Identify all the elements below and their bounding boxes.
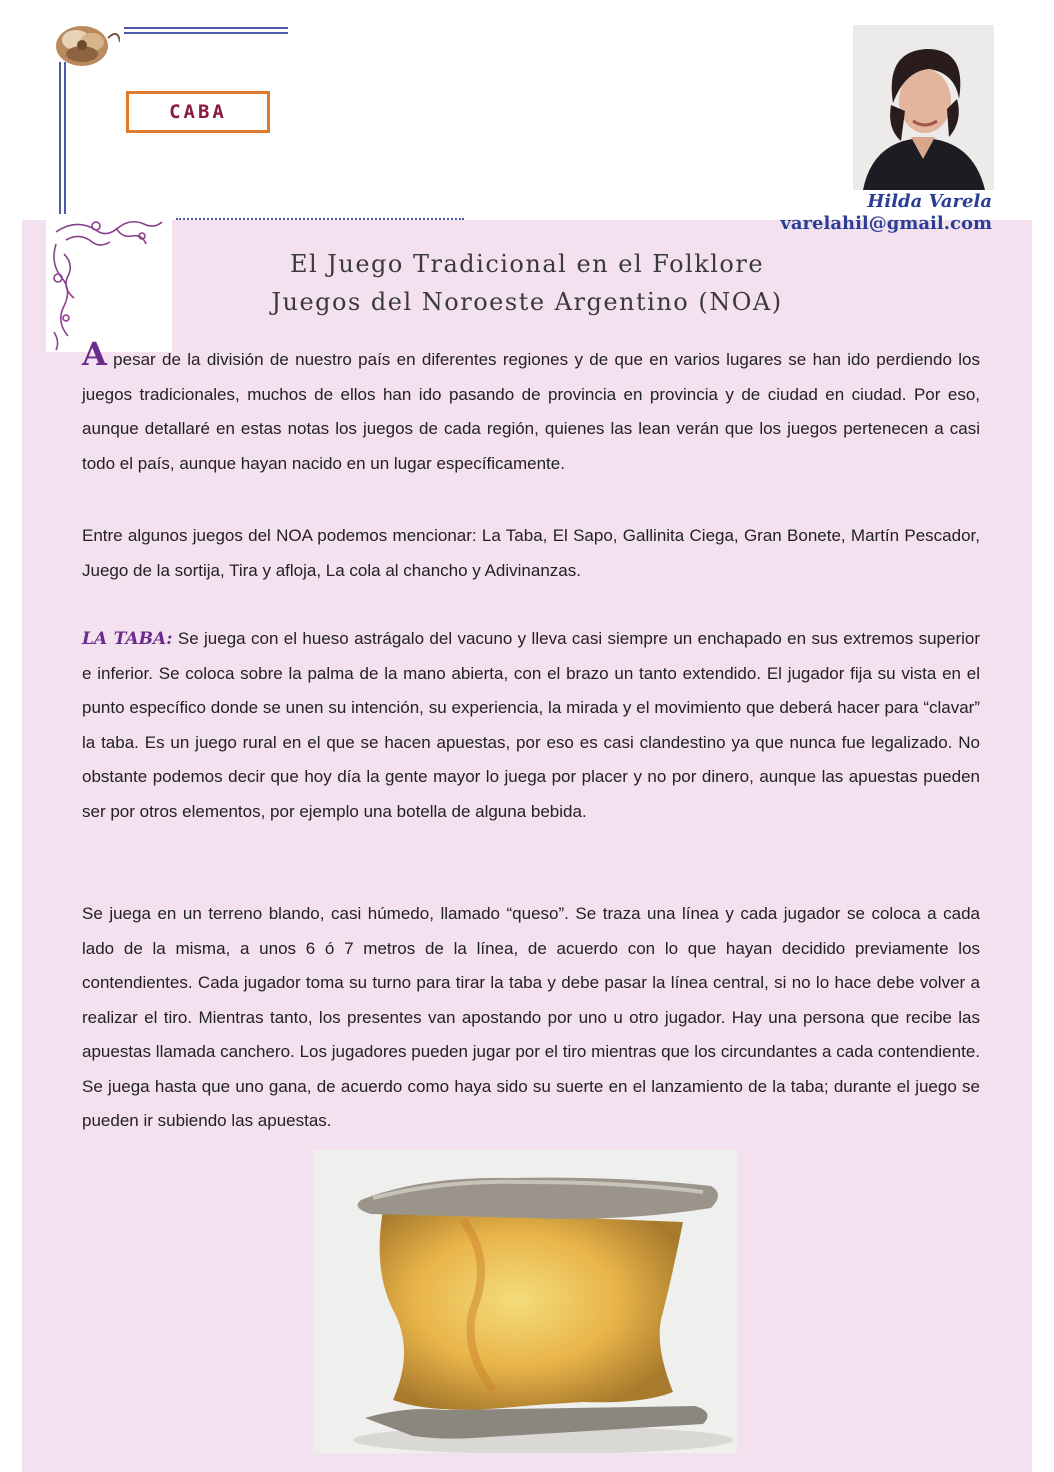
frame-rule-left-2	[64, 62, 66, 222]
corner-ornament	[46, 214, 172, 352]
section-label: CABA	[169, 101, 227, 123]
paragraph-intro-text: pesar de la división de nuestro país en diferentes regiones y de que en varios lugares se han ido perdiendo los juegos tradicionales, muchos de ellos han ido pasando de provincia en provincia y de ciudad en ciudad. Por eso, aunque detallaré en estas notas los juegos de cada región, quienes las lean verán que los juegos pertenecen a casi todo el país, aunque hayan nacido en un lugar específicamente.	[82, 350, 980, 473]
paragraph-intro	[82, 335, 980, 481]
frame-rule-left	[59, 62, 61, 222]
paragraph-rules-text: Se juega en un terreno blando, casi húmedo, llamado “queso”. Se traza una línea y cada jugador se coloca a cada lado de la misma, a unos 6 ó 7 metros de la línea, de acuerdo con lo que hayan decidido previamente los contendientes. Cada jugador toma su turno para tirar la taba y debe pasar la línea central, si no lo hace debe volver a realizar el tiro. Mientras tanto, los presentes van apostando por uno u otro jugador. Hay una persona que recibe las apuestas llamada canchero. Los jugadores pueden jugar por el tiro mientras que los circundantes a cada contendiente. Se juega hasta que uno gana, de acuerdo como haya sido su suerte en el lanzamiento de la taba; durante el juego se pueden ir subiendo las apuestas.	[82, 904, 980, 1130]
taba-bone-icon	[313, 1150, 737, 1453]
paragraph-la-taba-text: Se juega con el hueso astrágalo del vacuno y lleva casi siempre un enchapado en sus extremos superior e inferior. Se coloca sobre la palma de la mano abierta, con el brazo un tanto extendido. El jugador fija su vista en el punto específico donde se unen su intención, su experiencia, la mirada y el movimiento que deberá hacer para “clavar” la taba. Es un juego rural en el que se hacen apuestas, por eso es casi clandestino ya que nunca fue legalizado. No obstante podemos decir que hoy día la gente mayor lo juega por placer y no por dinero, aunque las apuestas pueden ser por otros elementos, por ejemplo una botella de alguna bebida.	[82, 629, 980, 821]
paragraph-la-taba	[82, 622, 980, 829]
paragraph-games-list-text: Entre algunos juegos del NOA podemos mencionar: La Taba, El Sapo, Gallinita Ciega, Gran Bonete, Martín Pescador, Juego de la sortija, Tira y afloja, La cola al chancho y Adivinanzas.	[82, 526, 980, 580]
paragraph-games-list	[82, 519, 980, 588]
swirl-ornament-icon	[46, 214, 172, 352]
header-rule-top-2	[124, 32, 288, 34]
taba-photo	[313, 1150, 737, 1453]
drop-cap: A	[82, 335, 107, 373]
article-subtitle: Juegos del Noroeste Argentino (NOA)	[271, 288, 783, 316]
author-email[interactable]: varelahil@gmail.com	[780, 213, 992, 234]
flower-ornament-icon	[46, 18, 120, 70]
author-photo	[853, 25, 994, 190]
author-name: Hilda Varela	[867, 191, 992, 212]
paragraph-rules	[82, 897, 980, 1139]
section-label-box	[126, 91, 270, 133]
la-taba-label: LA TABA:	[82, 629, 173, 649]
dotted-divider	[176, 218, 464, 220]
article-title: El Juego Tradicional en el Folklore	[289, 250, 765, 278]
header-rule-top	[124, 27, 288, 29]
author-portrait-icon	[853, 25, 994, 190]
